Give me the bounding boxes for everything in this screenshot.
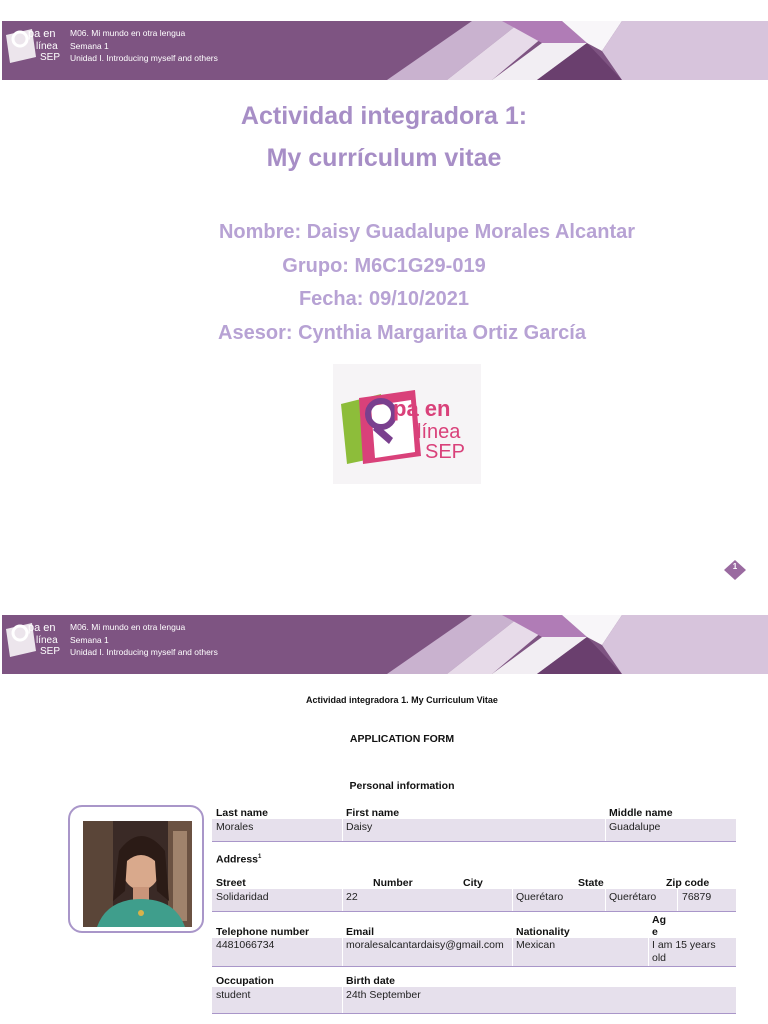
header-module-2: M06. Mi mundo en otra lengua bbox=[70, 622, 186, 632]
divider bbox=[605, 819, 606, 841]
svg-text:pa en: pa en bbox=[28, 622, 56, 634]
page-number: 1 bbox=[732, 562, 738, 571]
number-input[interactable]: 22 bbox=[346, 891, 358, 903]
label-zip: Zip code bbox=[666, 877, 710, 889]
student-name: Nombre: Daisy Guadalupe Morales Alcantar bbox=[218, 221, 636, 243]
advisor: Asesor: Cynthia Margarita Ortiz García bbox=[218, 322, 586, 344]
cover-title-line2: My currículum vitae bbox=[266, 144, 502, 172]
date: Fecha: 09/10/2021 bbox=[298, 288, 470, 310]
cover-title-line1: Actividad integradora 1: bbox=[240, 102, 528, 130]
divider bbox=[342, 938, 343, 966]
prepa-en-linea-logo-icon bbox=[333, 364, 481, 484]
prepa-logo bbox=[333, 364, 481, 484]
divider bbox=[512, 889, 513, 911]
divider bbox=[342, 987, 343, 1013]
label-street: Street bbox=[216, 877, 246, 889]
label-middle-name: Middle name bbox=[609, 807, 673, 819]
label-nationality: Nationality bbox=[516, 926, 570, 938]
birth-date-input[interactable]: 24th September bbox=[346, 989, 421, 1001]
email-input[interactable]: moralesalcantardaisy@gmail.com bbox=[346, 939, 504, 951]
street-input[interactable]: Solidaridad bbox=[216, 891, 269, 903]
header-unit-2: Unidad I. Introducing myself and others bbox=[70, 647, 218, 657]
svg-text:pa en: pa en bbox=[28, 28, 56, 40]
svg-text:SEP: SEP bbox=[40, 646, 61, 657]
label-city: City bbox=[463, 877, 483, 889]
header-banner bbox=[2, 21, 768, 80]
address-label-text: Address bbox=[216, 853, 259, 866]
svg-text:SEP: SEP bbox=[425, 441, 466, 463]
age-input-line1[interactable]: I am 15 years bbox=[652, 939, 716, 951]
first-name-input[interactable]: Daisy bbox=[346, 821, 373, 833]
label-state: State bbox=[578, 877, 604, 889]
photo-frame bbox=[68, 805, 204, 933]
address-footnote: 1 bbox=[258, 854, 262, 860]
label-age-line1: Ag bbox=[652, 914, 666, 926]
last-name-input[interactable]: Morales bbox=[216, 821, 254, 833]
telephone-input[interactable]: 4481066734 bbox=[216, 939, 275, 951]
zip-input[interactable]: 76879 bbox=[682, 891, 712, 903]
occupation-field-row bbox=[212, 987, 736, 1014]
prepa-logo-icon bbox=[2, 21, 72, 67]
header-week: Semana 1 bbox=[70, 40, 109, 51]
form-page bbox=[0, 600, 768, 1024]
header-week-2: Semana 1 bbox=[70, 634, 109, 645]
occupation-input[interactable]: student bbox=[216, 989, 251, 1001]
header-banner-2 bbox=[2, 615, 768, 674]
state-input[interactable]: Querétaro bbox=[609, 891, 657, 903]
divider bbox=[605, 889, 606, 911]
label-telephone: Telephone number bbox=[216, 926, 310, 938]
svg-text:SEP: SEP bbox=[40, 52, 61, 63]
age-input-line2[interactable]: old bbox=[652, 952, 667, 964]
header-text-2 bbox=[70, 621, 218, 659]
header-text bbox=[70, 27, 218, 65]
divider bbox=[342, 819, 343, 841]
label-last-name: Last name bbox=[216, 807, 268, 819]
label-email: Email bbox=[346, 926, 375, 938]
nationality-input[interactable]: Mexican bbox=[516, 939, 556, 951]
prepa-logo-icon-2 bbox=[2, 615, 72, 661]
header-module: M06. Mi mundo en otra lengua bbox=[70, 28, 186, 38]
form-title: APPLICATION FORM bbox=[349, 733, 455, 745]
label-address bbox=[216, 851, 261, 866]
header-unit: Unidad I. Introducing myself and others bbox=[70, 53, 218, 63]
divider bbox=[342, 889, 343, 911]
svg-text:pa en: pa en bbox=[393, 396, 451, 421]
address-field-row bbox=[212, 889, 736, 912]
label-birth-date: Birth date bbox=[346, 975, 396, 987]
label-number: Number bbox=[373, 877, 413, 889]
svg-text:línea: línea bbox=[36, 41, 58, 52]
divider bbox=[677, 889, 678, 911]
group: Grupo: M6C1G29-019 bbox=[282, 255, 486, 277]
city-input[interactable]: Querétaro bbox=[516, 891, 564, 903]
label-occupation: Occupation bbox=[216, 975, 274, 987]
svg-text:línea: línea bbox=[417, 421, 461, 443]
page-number-badge bbox=[724, 560, 746, 580]
divider bbox=[512, 938, 513, 966]
label-age-line2: e bbox=[652, 926, 658, 938]
divider bbox=[648, 938, 649, 966]
label-first-name: First name bbox=[346, 807, 400, 819]
middle-name-input[interactable]: Guadalupe bbox=[609, 821, 661, 833]
profile-photo bbox=[83, 821, 192, 927]
doc-title: Actividad integradora 1. My Curriculum Vitae bbox=[306, 695, 498, 705]
svg-text:línea: línea bbox=[36, 635, 58, 646]
section-title: Personal information bbox=[349, 780, 455, 792]
